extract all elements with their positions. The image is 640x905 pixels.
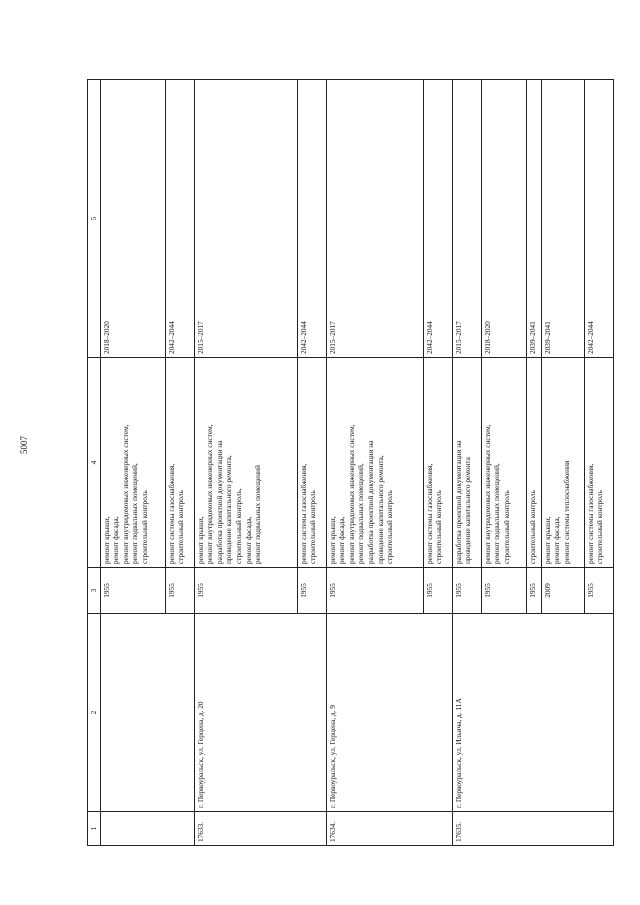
- repair-period: 2042–2044: [297, 80, 326, 358]
- work-item: ремонт крыши,: [195, 516, 205, 564]
- work-item: ремонт крыши,: [101, 516, 111, 564]
- work-item: ремонт подвальных помещений: [253, 465, 263, 564]
- build-year: 1955: [165, 568, 194, 614]
- record-address: г. Первоуральск, ул. Герцена, д. 20: [194, 614, 326, 812]
- work-list: [541, 358, 584, 568]
- work-item: ремонт системы теплоснабжения: [561, 460, 571, 564]
- build-year: 1955: [100, 568, 165, 614]
- work-item: ремонт системы газоснабжения,: [166, 463, 176, 564]
- table-row: [452, 80, 481, 846]
- header-col-1: 1: [88, 812, 101, 846]
- work-item: строительный контроль: [308, 490, 318, 564]
- repair-period: 2039–2041: [541, 80, 584, 358]
- header-col-2: 2: [88, 614, 101, 812]
- work-item: ремонт крыши,: [327, 516, 337, 564]
- work-item: ремонт внутридомовых инженерных систем,: [482, 424, 492, 564]
- table-header-row: [88, 80, 101, 846]
- work-item: строительный контроль: [501, 490, 511, 564]
- header-col-4: 4: [88, 358, 101, 568]
- work-item: строительный контроль: [434, 490, 444, 564]
- record-number: 17633.: [194, 812, 326, 846]
- work-item: проведение капитального ремонта: [463, 457, 473, 564]
- build-year: 1955: [584, 568, 613, 614]
- record-address: г. Первоуральск, ул. Ильича, д. 11А: [452, 614, 613, 812]
- work-item: ремонт внутридомовых инженерных систем,: [205, 424, 215, 564]
- repair-period: 2042–2044: [584, 80, 613, 358]
- repair-period: 2018–2020: [481, 80, 526, 358]
- record-address: [100, 614, 194, 812]
- work-list: [481, 358, 526, 568]
- build-year: 1955: [194, 568, 297, 614]
- build-year: 1955: [297, 568, 326, 614]
- work-list: [100, 358, 165, 568]
- work-list: [452, 358, 481, 568]
- work-item: разработка проектной документации на: [453, 440, 463, 564]
- table-body: [100, 80, 613, 846]
- work-item: ремонт системы газоснабжения,: [298, 463, 308, 564]
- table-row: [194, 80, 297, 846]
- work-item: ремонт фасада,: [243, 516, 253, 564]
- repair-period: 2018–2020: [100, 80, 165, 358]
- work-list: [194, 358, 297, 568]
- build-year: 1955: [526, 568, 541, 614]
- work-item: строительный контроль,: [233, 488, 243, 564]
- record-address: г. Первоуральск, ул. Герцена, д. 9: [326, 614, 452, 812]
- work-item: ремонт подвальных помещений,: [492, 463, 502, 564]
- header-col-5: 5: [88, 80, 101, 358]
- repair-period: 2015–2017: [452, 80, 481, 358]
- work-item: строительный контроль: [139, 490, 149, 564]
- work-list: [584, 358, 613, 568]
- work-list: [165, 358, 194, 568]
- work-item: ремонт фасада,: [552, 516, 562, 564]
- work-list: [526, 358, 541, 568]
- work-list: [423, 358, 452, 568]
- repair-period: 2042–2044: [423, 80, 452, 358]
- work-item: разработка проектной документации на: [214, 440, 224, 564]
- work-item: ремонт системы газоснабжения,: [585, 463, 595, 564]
- work-item: ремонт внутридомовых инженерных систем,: [346, 424, 356, 564]
- work-item: ремонт подвальных помещений,: [130, 463, 140, 564]
- build-year: 2009: [541, 568, 584, 614]
- work-list: [297, 358, 326, 568]
- repair-period: 2042–2044: [165, 80, 194, 358]
- work-item: ремонт внутридомовых инженерных систем,: [120, 424, 130, 564]
- table-row: [100, 80, 165, 846]
- build-year: 1955: [452, 568, 481, 614]
- record-number: 17635.: [452, 812, 613, 846]
- build-year: 1955: [423, 568, 452, 614]
- record-number: 17634.: [326, 812, 452, 846]
- table-row: [326, 80, 423, 846]
- work-item: ремонт системы газоснабжения,: [424, 463, 434, 564]
- work-item: проведение капитального ремонта,: [224, 455, 234, 564]
- repair-period: 2015–2017: [326, 80, 423, 358]
- work-item: проведение капитального ремонта,: [375, 455, 385, 564]
- page-number: 5007: [19, 436, 29, 454]
- rotated-table-area: [87, 80, 605, 846]
- work-item: строительный контроль: [527, 490, 537, 564]
- work-item: ремонт фасада,: [337, 516, 347, 564]
- work-item: ремонт подвальных помещений,: [356, 463, 366, 564]
- work-item: ремонт крыши,: [542, 516, 552, 564]
- work-item: строительный контроль: [385, 490, 395, 564]
- work-item: строительный контроль: [176, 490, 186, 564]
- repair-schedule-table: [87, 79, 614, 846]
- build-year: 1955: [481, 568, 526, 614]
- work-item: строительный контроль: [595, 490, 605, 564]
- work-item: ремонт фасада,: [111, 516, 121, 564]
- rotated-table-container: [87, 80, 605, 846]
- work-list: [326, 358, 423, 568]
- header-col-3: 3: [88, 568, 101, 614]
- repair-period: 2015–2017: [194, 80, 297, 358]
- work-item: разработка проектной документации на: [365, 440, 375, 564]
- repair-period: 2039–2041: [526, 80, 541, 358]
- build-year: 1955: [326, 568, 423, 614]
- record-number: [100, 812, 194, 846]
